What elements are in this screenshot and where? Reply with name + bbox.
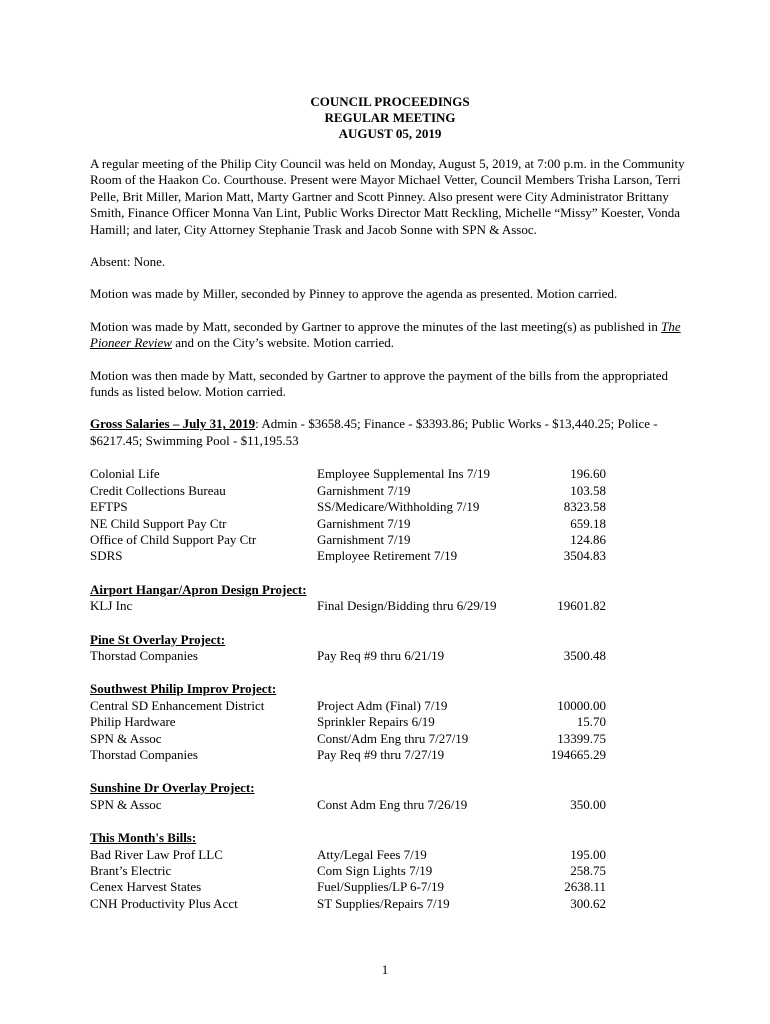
gross-salaries-label: Gross Salaries – July 31, 2019 [90, 416, 256, 432]
bill-amount: 300.62 [570, 895, 606, 911]
bill-amount: 103.58 [570, 482, 606, 498]
bill-vendor: KLJ Inc [90, 598, 133, 614]
section-table [90, 698, 606, 764]
header-title: COUNCIL PROCEEDINGS [310, 94, 470, 109]
agenda-motion: Motion was made by Miller, seconded by Pinney to approve the agenda as presented. Motion carried. [90, 286, 618, 302]
bill-amount: 8323.58 [563, 499, 606, 515]
bill-row [90, 548, 606, 564]
bill-description: Atty/Legal Fees 7/19 [317, 846, 427, 862]
bill-description: Const/Adm Eng thru 7/27/19 [317, 730, 469, 746]
bill-vendor: Thorstad Companies [90, 647, 198, 663]
bill-description: Const Adm Eng thru 7/26/19 [317, 796, 468, 812]
section-table [90, 598, 606, 614]
bill-row [90, 466, 606, 482]
bill-row [90, 698, 606, 714]
publication-name: The Pioneer Review [90, 318, 681, 351]
section-title: Airport Hangar/Apron Design Project: [90, 581, 307, 597]
bill-description: Garnishment 7/19 [317, 531, 411, 547]
absent-paragraph: Absent: None. [90, 254, 166, 270]
page-number: 1 [381, 962, 389, 977]
bill-vendor: NE Child Support Pay Ctr [90, 515, 227, 531]
section-title: Sunshine Dr Overlay Project: [90, 780, 255, 796]
bills-motion: Motion was then made by Matt, seconded by Gartner to approve the payment of the bills from the appropriated funds as listed below. Motion carried. [90, 367, 668, 400]
bill-vendor: Credit Collections Bureau [90, 482, 226, 498]
bill-description: Employee Supplemental Ins 7/19 [317, 466, 490, 482]
bill-description: Garnishment 7/19 [317, 482, 411, 498]
bill-vendor: SPN & Assoc [90, 796, 162, 812]
bill-description: Pay Req #9 thru 6/21/19 [317, 647, 445, 663]
section-title: This Month's Bills: [90, 830, 197, 846]
bill-row [90, 863, 606, 879]
bill-row [90, 747, 606, 763]
bill-section [90, 582, 690, 615]
bill-amount: 258.75 [570, 863, 606, 878]
bill-description: Fuel/Supplies/LP 6-7/19 [317, 879, 444, 895]
bill-vendor: Brant’s Electric [90, 863, 172, 878]
bill-row [90, 731, 606, 747]
section-table [90, 648, 606, 664]
bill-section [90, 632, 690, 665]
bill-description: Pay Req #9 thru 7/27/19 [317, 746, 445, 762]
bill-description: Sprinkler Repairs 6/19 [317, 714, 435, 730]
section-title: Pine St Overlay Project: [90, 631, 226, 647]
section-table [90, 847, 606, 913]
bill-row [90, 483, 606, 499]
bill-description: Final Design/Bidding thru 6/29/19 [317, 598, 497, 614]
document-header [90, 94, 690, 142]
bill-amount: 196.60 [570, 466, 606, 482]
bill-description: Garnishment 7/19 [317, 515, 411, 531]
bill-row [90, 648, 606, 664]
bill-row [90, 598, 606, 614]
bill-sections [90, 582, 690, 913]
bill-amount: 124.86 [570, 531, 606, 547]
bill-vendor: EFTPS [90, 499, 128, 515]
gross-salaries-text: : Admin - $3658.45; Finance - $3393.86; Public Works - $13,440.25; Police - $6217.45; Swimming Pool - $11,195.53 [90, 416, 658, 448]
bill-row [90, 516, 606, 532]
bill-vendor: Cenex Harvest States [90, 879, 202, 895]
bill-amount: 350.00 [570, 796, 606, 812]
bill-amount: 195.00 [570, 846, 606, 862]
bill-amount: 3504.83 [563, 548, 606, 564]
bill-section [90, 830, 690, 912]
bill-amount: 19601.82 [557, 598, 606, 614]
document-page [90, 94, 690, 912]
gross-salaries [90, 416, 690, 449]
bill-vendor: CNH Productivity Plus Acct [90, 895, 238, 911]
bill-vendor: Colonial Life [90, 466, 160, 482]
bill-amount: 15.70 [576, 714, 606, 730]
bill-row [90, 499, 606, 515]
bill-row [90, 847, 606, 863]
bill-row [90, 714, 606, 730]
bill-amount: 13399.75 [557, 730, 606, 746]
bill-amount: 194665.29 [550, 746, 606, 762]
bill-row [90, 879, 606, 895]
bill-vendor: SDRS [90, 548, 123, 564]
bill-vendor: Central SD Enhancement District [90, 697, 265, 713]
section-table [90, 797, 606, 813]
bill-amount: 10000.00 [557, 697, 606, 713]
bill-vendor: Bad River Law Prof LLC [90, 846, 223, 862]
bill-vendor: SPN & Assoc [90, 730, 162, 746]
header-date: AUGUST 05, 2019 [338, 126, 442, 141]
bill-vendor: Philip Hardware [90, 714, 176, 730]
bill-row [90, 532, 606, 548]
bill-description: SS/Medicare/Withholding 7/19 [317, 499, 480, 515]
bill-section [90, 780, 690, 813]
minutes-motion [90, 319, 690, 352]
bill-row [90, 797, 606, 813]
minutes-motion-text: Motion was made by Matt, seconded by Gartner to approve the minutes of the last meeting(s) as published in [90, 318, 662, 334]
intro-paragraph: A regular meeting of the Philip City Council was held on Monday, August 5, 2019, at 7:00 p.m. in the Community Room of the Haakon Co. Courthouse. Present were Mayor Michael Vetter, Council Members Trisha Larson, Terri Pelle, Brit Miller, Marion Matt, Marty Gartner and Scott Pinney. Also present were City Administrator Brittany Smith, Finance Officer Monna Van Lint, Public Works Director Matt Reckling, Michelle “Missy” Koester, Vonda Hamill; and later, City Attorney Stephanie Trask and Jacob Sonne with SPN & Assoc. [90, 156, 685, 237]
bill-amount: 2638.11 [564, 879, 606, 895]
bill-section [90, 681, 690, 763]
section-title: Southwest Philip Improv Project: [90, 681, 277, 697]
bill-description: Employee Retirement 7/19 [317, 548, 458, 564]
bill-vendor: Office of Child Support Pay Ctr [90, 531, 257, 547]
bill-row [90, 896, 606, 912]
bill-description: Com Sign Lights 7/19 [317, 863, 433, 878]
bill-amount: 659.18 [570, 515, 606, 531]
bill-description: ST Supplies/Repairs 7/19 [317, 895, 450, 911]
bill-vendor: Thorstad Companies [90, 746, 198, 762]
payroll-table [90, 466, 606, 564]
bill-description: Project Adm (Final) 7/19 [317, 697, 448, 713]
bill-amount: 3500.48 [563, 647, 606, 663]
header-subtitle: REGULAR MEETING [324, 110, 456, 125]
minutes-motion-tail: and on the City’s website. Motion carried. [171, 335, 394, 351]
payroll-block [90, 466, 690, 564]
